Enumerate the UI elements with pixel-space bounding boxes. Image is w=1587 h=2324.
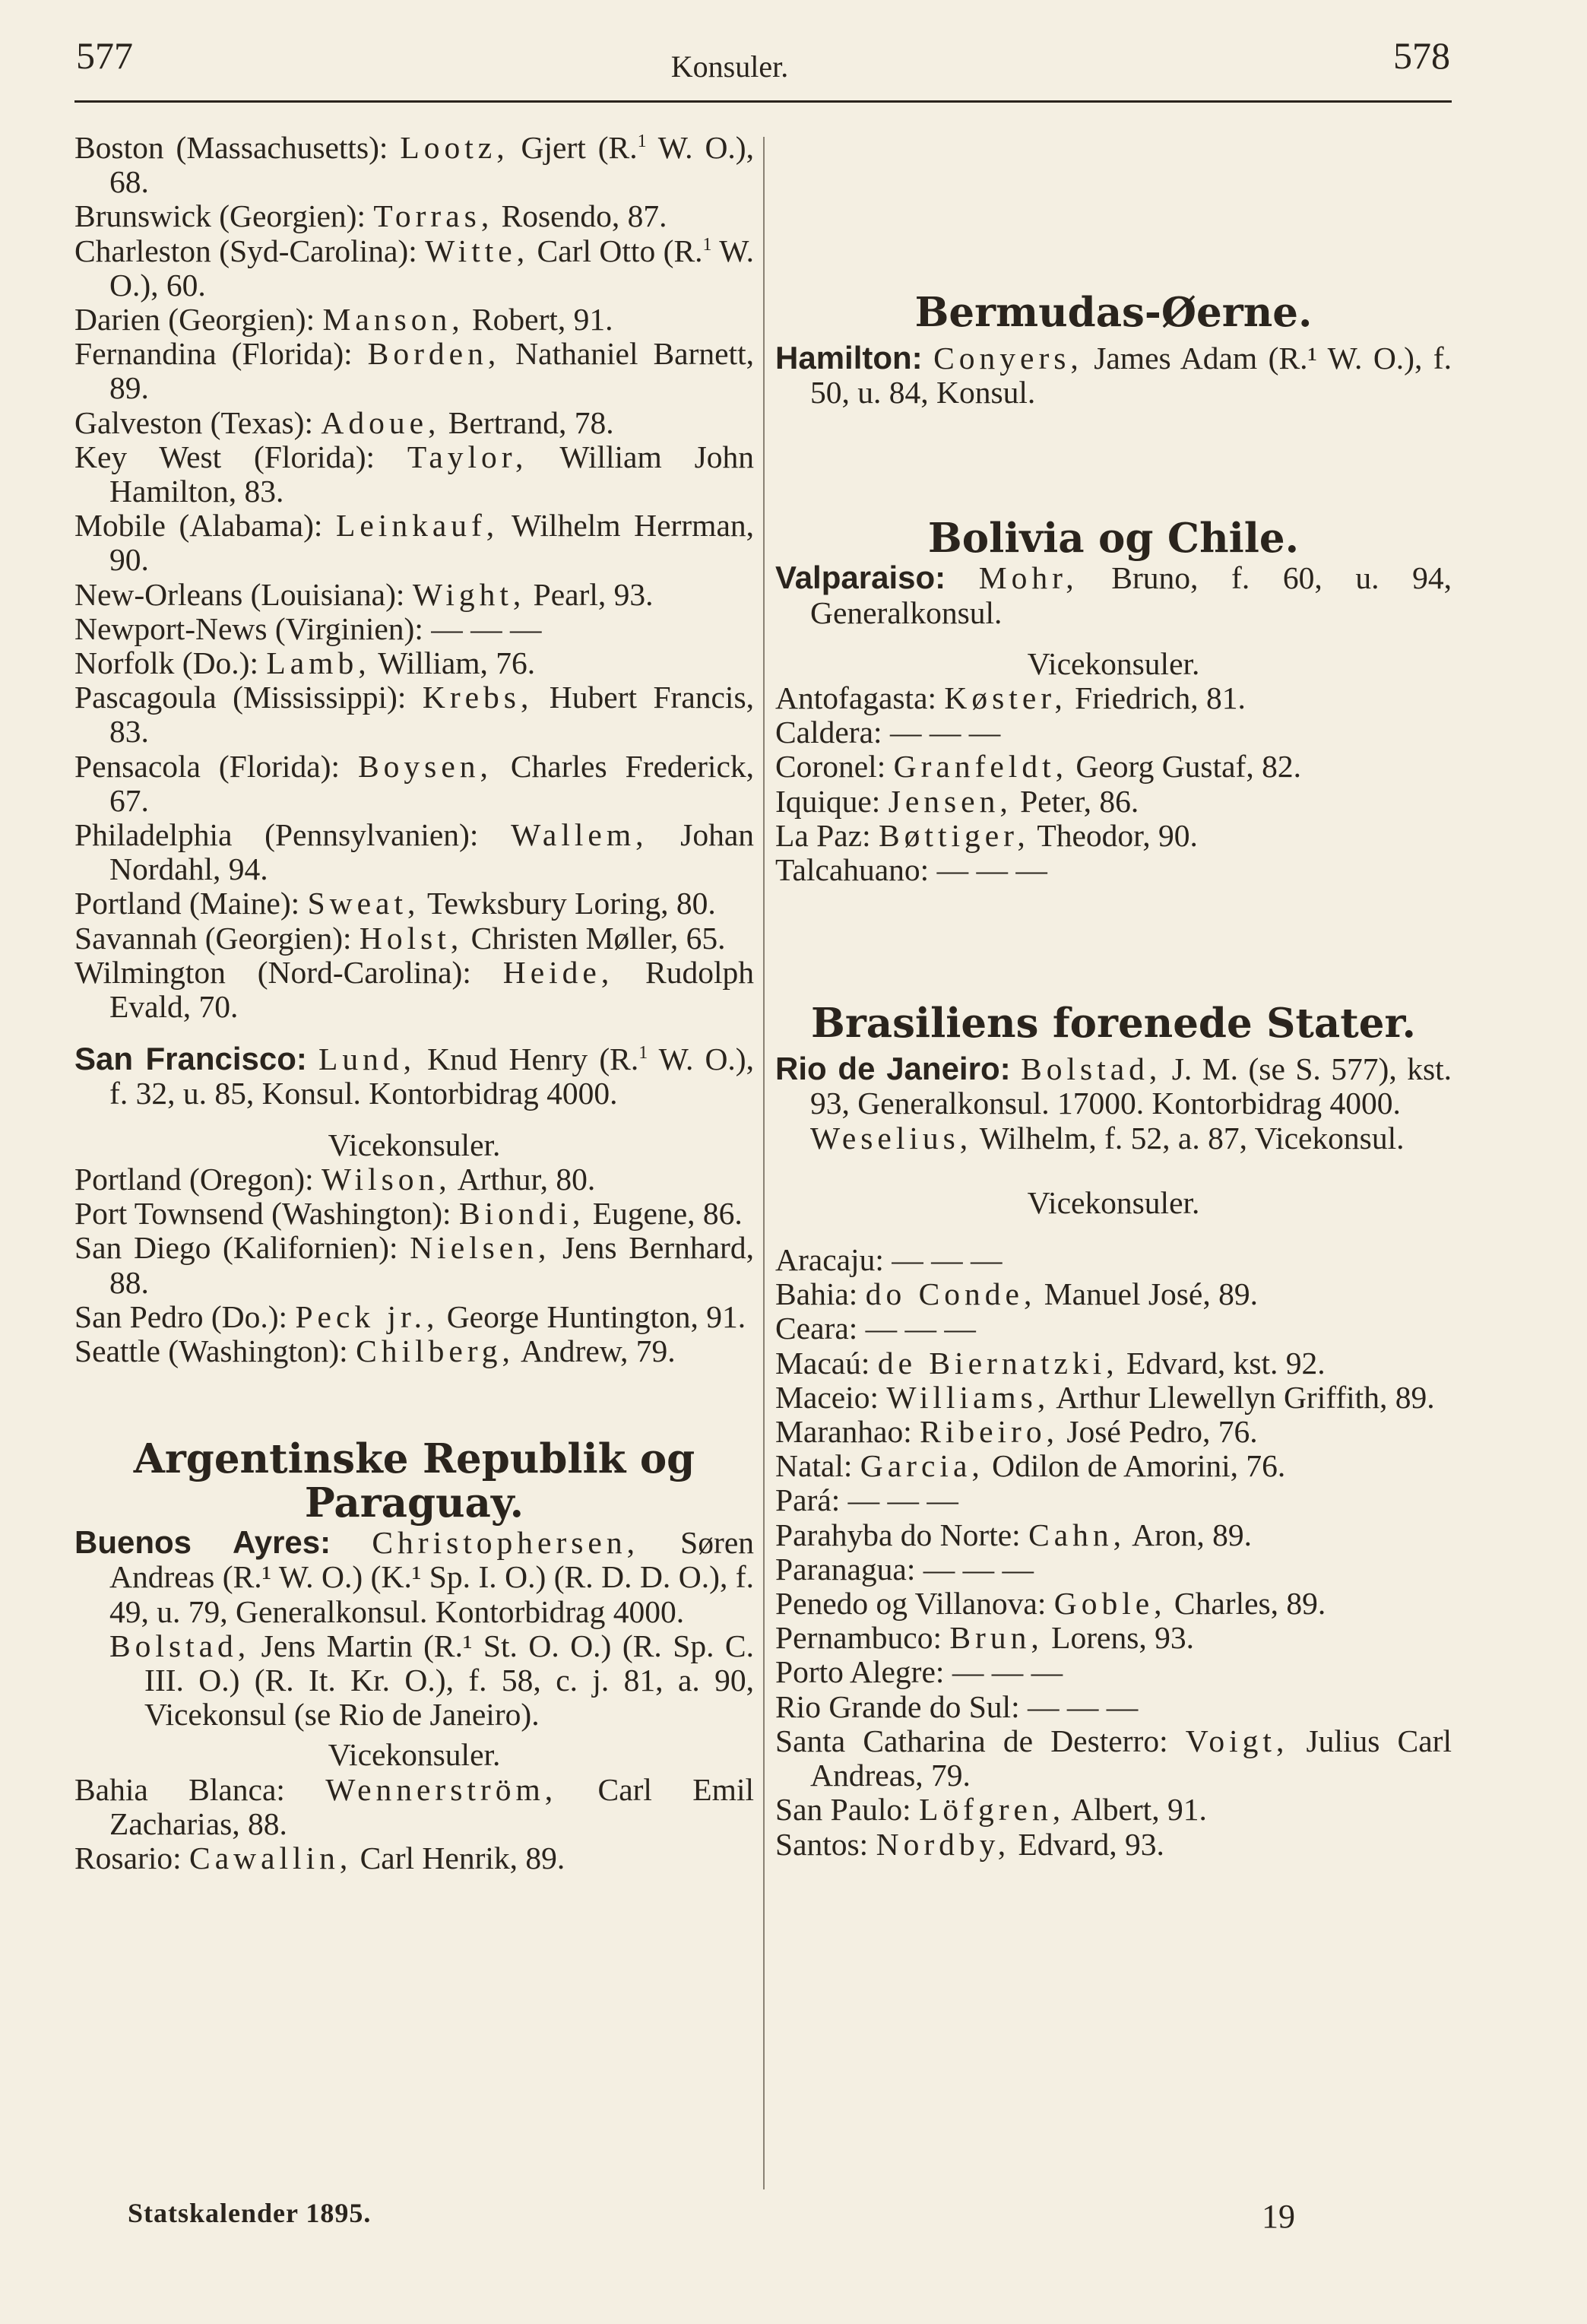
consul-entry (74, 1231, 754, 1299)
consul-name: Witte, (425, 233, 530, 268)
consul-details: J. M. (se S. 577), kst. 93, Generalkonsul. 17000. Kontorbidrag 4000. (810, 1051, 1452, 1121)
consul-entry (775, 1724, 1452, 1793)
consul-name: Brun, (949, 1620, 1044, 1656)
consul-entry (74, 303, 754, 337)
consul-name: Torras, (373, 198, 494, 234)
place-label: Boston (Massachusetts): (74, 130, 401, 165)
place-label: Portland (Maine): (74, 886, 308, 921)
consul-name: Sweat, (307, 886, 420, 921)
place-label: Natal: (775, 1448, 860, 1484)
consul-name: Nielsen, (410, 1230, 551, 1266)
consul-details: Nathaniel Barnett, 89. (109, 336, 754, 406)
consul-name: Cawallin, (189, 1840, 353, 1875)
consul-details: Arthur, 80. (451, 1161, 596, 1197)
consul-details: Eugene, 86. (584, 1196, 743, 1232)
place-label: Bahia Blanca: (74, 1771, 326, 1807)
consul-name: Christophersen, (372, 1525, 639, 1561)
place-label: Parahyba do Norte: (775, 1517, 1029, 1552)
consul-name: Borden, (367, 336, 501, 372)
consul-name: Lund, (318, 1042, 416, 1077)
consul-details: Johan Nordahl, 94. (109, 817, 754, 887)
place-label: Key West (Florida): (74, 439, 407, 474)
city-label: Valparaiso: (775, 560, 946, 596)
consul-entry (74, 1773, 754, 1841)
consul-name: Bolstad, (1021, 1051, 1162, 1087)
place-label: Rosario: (74, 1840, 190, 1875)
consul-details: Jens Bernhard, 88. (109, 1230, 754, 1300)
consul-details-tail: W. O.), 60. (109, 233, 754, 303)
vicekonsuler-heading: Vicekonsuler. (1027, 645, 1200, 681)
column-divider (763, 137, 765, 2189)
consul-details: Albert, 91. (1065, 1792, 1207, 1828)
consul-name: Boysen, (357, 748, 493, 784)
argentina-heading: Argentinske Republik og Paraguay. (133, 1435, 695, 1527)
consul-name: Mohr, (978, 560, 1079, 596)
consul-entry (775, 1381, 1452, 1415)
consul-details: Charles Frederick, 67. (109, 748, 754, 818)
consul-details: Manuel José, 89. (1036, 1276, 1258, 1312)
consul-details: — — — (952, 1654, 1063, 1690)
consul-entry (74, 921, 754, 956)
consul-entry (74, 578, 754, 612)
consul-name: Ribeiro, (920, 1414, 1059, 1450)
sanfrancisco-entry (74, 1042, 754, 1111)
place-label: Fernandina (Florida): (74, 336, 368, 372)
place-label: Aracaju: (775, 1242, 892, 1278)
consul-details: — — — (1027, 1688, 1139, 1724)
place-label: Charleston (Syd-Carolina): (74, 233, 426, 268)
consul-details: James Adam (R.¹ W. O.), f. 50, u. 84, Konsul. (810, 341, 1452, 411)
consul-entry (775, 1449, 1452, 1483)
consul-details: Georg Gustaf, 82. (1068, 749, 1301, 785)
consul-name: Nordby, (876, 1826, 1011, 1862)
place-label: Talcahuano: (775, 852, 937, 888)
consul-name: Wennerström, (325, 1771, 558, 1807)
consul-details: Bertrand, 78. (440, 404, 614, 440)
consul-details: Theodor, 90. (1029, 817, 1198, 853)
place-label: Newport-News (Virginien): (74, 610, 432, 646)
valparaiso-entry (775, 560, 1452, 629)
place-label: Maranhao: (775, 1414, 920, 1450)
place-label: Rio Grande do Sul: (775, 1688, 1028, 1724)
consul-entry (74, 680, 754, 749)
consul-details: Søren Andreas (R.¹ W. O.) (K.¹ Sp. I. O.) (R. D. D. O.), f. 49, u. 79, Generalkonsul. Kontorbidrag 4000. (109, 1525, 754, 1629)
consul-details-tail: W. O.), f. 32, u. 85, Konsul. Kontorbidrag 4000. (109, 1042, 754, 1111)
consul-entry (74, 1334, 754, 1368)
consul-details: Edvard, kst. 92. (1118, 1345, 1326, 1381)
consul-entry (74, 956, 754, 1024)
sf-vice-list (74, 1162, 754, 1368)
place-label: La Paz: (775, 817, 879, 853)
consul-entry (74, 612, 754, 646)
consul-entry (74, 818, 754, 886)
consul-details: Christen Møller, 65. (463, 920, 726, 956)
consul-entry (74, 131, 754, 199)
consul-details: — — — (847, 1482, 958, 1518)
consul-details: — — — (865, 1311, 976, 1346)
superscript: 1 (638, 1043, 648, 1064)
left-column (74, 131, 754, 1875)
consul-name: Wallem, (511, 817, 648, 853)
consul-details: Wilhelm, f. 52, a. 87, Vicekonsul. (972, 1120, 1405, 1156)
city-label: Buenos Ayres: (74, 1524, 331, 1561)
consul-name: Jensen, (888, 783, 1012, 819)
consul-entry (74, 1162, 754, 1197)
consul-details: Tewksbury Loring, 80. (420, 886, 716, 921)
place-label: Portland (Oregon): (74, 1161, 322, 1197)
bol-vice-list (775, 681, 1452, 887)
consul-details: Jens Martin (R.¹ St. O. O.) (R. Sp. C. III. O.) (R. It. Kr. O.), f. 58, c. j. 81, a. 90, Vicekonsul (se Rio de Janeiro). (144, 1628, 754, 1733)
place-label: Bahia: (775, 1276, 866, 1312)
consul-name: Wilson, (322, 1161, 451, 1197)
consul-entry (74, 750, 754, 818)
consul-entry (775, 1483, 1452, 1517)
consul-entry (74, 886, 754, 921)
consul-entry (74, 199, 754, 233)
consul-entry (775, 1621, 1452, 1655)
city-label: San Francisco: (74, 1041, 307, 1077)
vicekonsuler-heading: Vicekonsuler. (328, 1127, 501, 1162)
consul-entry (74, 440, 754, 509)
consul-details: Bruno, f. 60, u. 94, Generalkonsul. (810, 560, 1452, 630)
consul-details: Wilhelm Herrman, 90. (109, 508, 755, 578)
place-label: Ceara: (775, 1311, 866, 1346)
consul-name: do Conde, (865, 1276, 1037, 1312)
consul-name: Chilberg, (356, 1333, 515, 1368)
consul-entry (775, 1587, 1452, 1621)
consul-name: Krebs, (422, 680, 534, 715)
consul-name: Goble, (1053, 1586, 1167, 1622)
consul-name: Holst, (359, 920, 464, 956)
place-label: Pensacola (Florida): (74, 748, 358, 784)
right-column (775, 131, 1452, 1862)
consul-details: — — — (889, 715, 1001, 750)
consul-entry (74, 1197, 754, 1231)
consul-entry (775, 1655, 1452, 1689)
place-label: Porto Alegre: (775, 1654, 952, 1690)
left-page-number: 577 (76, 34, 133, 77)
place-label: Maceio: (775, 1379, 887, 1415)
consul-entry (775, 785, 1452, 819)
bermudas-heading: Bermudas-Øerne. (914, 289, 1313, 336)
consul-name: Weselius, (810, 1120, 973, 1156)
consul-details: José Pedro, 76. (1059, 1414, 1258, 1450)
footer-signature: 19 (1262, 2198, 1295, 2235)
us-consul-list (74, 131, 754, 1024)
place-label: Philadelphia (Pennsylvanien): (74, 817, 512, 853)
place-label: Norfolk (Do.): (74, 645, 267, 681)
consul-entry (775, 1690, 1452, 1724)
place-label: Mobile (Alabama): (74, 508, 337, 544)
consul-entry (775, 819, 1452, 853)
weselius-entry (775, 1121, 1452, 1156)
consul-details: Rosendo, 87. (493, 198, 667, 234)
consul-details: Carl Emil Zacharias, 88. (109, 1771, 754, 1841)
consul-details: Odilon de Amorini, 76. (984, 1448, 1286, 1484)
city-label: Rio de Janeiro: (775, 1051, 1011, 1087)
consul-entry (74, 234, 754, 303)
consul-name: Löfgren, (919, 1792, 1066, 1828)
place-label: Port Townsend (Washington): (74, 1196, 459, 1232)
consul-entry (775, 1346, 1452, 1381)
consul-name: Manson, (322, 302, 464, 338)
bolstad-entry (74, 1629, 754, 1733)
consul-name: Garcia, (860, 1448, 984, 1484)
consul-entry (74, 646, 754, 680)
place-label: Brunswick (Georgien): (74, 198, 374, 234)
vicekonsuler-heading: Vicekonsuler. (328, 1737, 501, 1773)
consul-details: — — — (936, 852, 1047, 888)
place-label: New-Orleans (Louisiana): (74, 576, 413, 612)
place-label: San Diego (Kalifornien): (74, 1230, 410, 1266)
consul-details: Rudolph Evald, 70. (109, 954, 754, 1025)
consul-name: Taylor, (407, 439, 528, 474)
consul-details: — — — (892, 1242, 1003, 1278)
place-label: Macaú: (775, 1345, 878, 1381)
hamilton-entry (775, 341, 1452, 410)
consul-name: Heide, (502, 954, 614, 990)
consul-details: Carl Henrik, 89. (352, 1840, 565, 1875)
right-page-number: 578 (1393, 34, 1450, 77)
place-label: Antofagasta: (775, 680, 945, 716)
bolivia-heading: Bolivia og Chile. (927, 515, 1300, 563)
buenos-entry (74, 1525, 754, 1629)
header-rule (74, 100, 1452, 103)
brasil-heading: Brasiliens forenede Stater. (811, 1000, 1416, 1048)
footer-publication: Statskalender 1895. (128, 2198, 372, 2228)
consul-name: Cahn, (1028, 1517, 1126, 1552)
consul-details: Robert, 91. (464, 302, 613, 338)
consul-entry (775, 1415, 1452, 1449)
consul-entry (775, 1828, 1452, 1862)
place-label: San Pedro (Do.): (74, 1298, 296, 1334)
superscript: 1 (637, 132, 647, 152)
consul-entry (775, 715, 1452, 750)
consul-details-tail: W. O.), 68. (109, 130, 754, 200)
place-label: Darien (Georgien): (74, 302, 323, 338)
place-label: San Paulo: (775, 1792, 920, 1828)
consul-name: Lootz, (400, 130, 509, 165)
consul-entry (775, 1518, 1452, 1552)
consul-details: — — — (923, 1551, 1034, 1587)
place-label: Santa Catharina de Desterro: (775, 1723, 1186, 1758)
consul-name: Bolstad, (109, 1628, 251, 1663)
consul-details: Aron, 89. (1126, 1517, 1253, 1552)
consul-name: Køster, (944, 680, 1067, 716)
consul-details: Andrew, 79. (514, 1333, 676, 1368)
consul-details: William John Hamilton, 83. (109, 439, 754, 509)
consul-entry (775, 1311, 1452, 1346)
consul-details: Lorens, 93. (1043, 1620, 1194, 1656)
consul-entry (775, 750, 1452, 784)
bra-vice-list (775, 1243, 1452, 1862)
consul-entry (74, 509, 754, 577)
consul-entry (74, 406, 754, 440)
consul-details: William, 76. (370, 645, 536, 681)
consul-entry (775, 1793, 1452, 1827)
consul-details: Edvard, 93. (1010, 1826, 1164, 1862)
arg-vice-list (74, 1773, 754, 1876)
consul-name: de Biernatzki, (877, 1345, 1119, 1381)
place-label: Paranagua: (775, 1551, 923, 1587)
consul-entry (775, 1243, 1452, 1277)
place-label: Pernambuco: (775, 1620, 950, 1656)
rio-entry (775, 1051, 1452, 1121)
consul-name: Williams, (886, 1379, 1050, 1415)
place-label: Penedo og Villanova: (775, 1586, 1054, 1622)
vicekonsuler-heading: Vicekonsuler. (1027, 1184, 1200, 1220)
consul-entry (74, 1300, 754, 1334)
place-label: Pará: (775, 1482, 848, 1518)
consul-details: Arthur Llewellyn Griffith, 89. (1050, 1379, 1435, 1415)
consul-details: Gjert (R. (508, 130, 638, 165)
consul-entry (775, 1277, 1452, 1311)
consul-name: Lamb, (266, 645, 371, 681)
consul-details: Knud Henry (R. (415, 1042, 639, 1077)
consul-details: Charles, 89. (1166, 1586, 1326, 1622)
consul-entry (775, 681, 1452, 715)
place-label: Caldera: (775, 715, 890, 750)
consul-entry (775, 1552, 1452, 1587)
consul-name: Adoue, (321, 404, 441, 440)
consul-details: Peter, 86. (1012, 783, 1139, 819)
consul-name: Voigt, (1185, 1723, 1289, 1758)
consul-entry (74, 337, 754, 405)
consul-details: George Huntington, 91. (439, 1298, 746, 1334)
consul-name: Peck jr., (295, 1298, 439, 1334)
consul-details: — — — (431, 610, 542, 646)
city-label: Hamilton: (775, 340, 923, 376)
place-label: Pascagoula (Mississippi): (74, 680, 423, 715)
consul-entry (74, 1841, 754, 1875)
consul-name: Conyers, (933, 341, 1083, 376)
consul-name: Granfeldt, (893, 749, 1068, 785)
place-label: Seattle (Washington): (74, 1333, 356, 1368)
place-label: Santos: (775, 1826, 876, 1862)
consul-details: Julius Carl Andreas, 79. (810, 1723, 1452, 1793)
consul-details: Hubert Francis, 83. (109, 680, 754, 750)
place-label: Galveston (Texas): (74, 404, 322, 440)
consul-details: Pearl, 93. (525, 576, 654, 612)
consul-entry (775, 853, 1452, 887)
consul-name: Bøttiger, (878, 817, 1030, 853)
running-title: Konsuler. (670, 49, 789, 84)
consul-details: Carl Otto (R. (529, 233, 703, 268)
place-label: Wilmington (Nord-Carolina): (74, 954, 503, 990)
place-label: Coronel: (775, 749, 894, 785)
place-label: Savannah (Georgien): (74, 920, 360, 956)
consul-name: Biondi, (458, 1196, 585, 1232)
place-label: Iquique: (775, 783, 889, 819)
consul-name: Wight, (412, 576, 526, 612)
consul-details: Friedrich, 81. (1066, 680, 1246, 716)
superscript: 1 (702, 234, 712, 255)
consul-name: Leinkauf, (336, 508, 499, 544)
